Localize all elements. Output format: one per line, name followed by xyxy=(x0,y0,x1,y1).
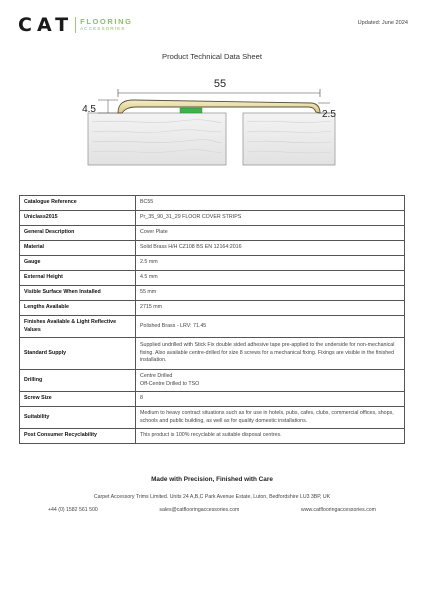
email-link[interactable]: sales@catflooringaccessories.com xyxy=(159,507,240,513)
spec-value: 55 mm xyxy=(136,286,405,301)
table-row xyxy=(20,316,405,338)
spec-label: External Height xyxy=(20,271,136,286)
phone-number[interactable]: +44 (0) 1582 561 500 xyxy=(48,507,98,513)
profile-diagram xyxy=(0,0,424,180)
spec-value: Solid Brass H/H CZ108 BS EN 12164:2016 xyxy=(136,241,405,256)
website-link[interactable]: www.catflooringaccessories.com xyxy=(301,507,376,513)
spec-label: Screw Size xyxy=(20,392,136,407)
table-row xyxy=(20,301,405,316)
spec-value: Supplied undrilled with Stick Fix double sided adhesive tape pre-applied to the underside for non-mechanical fixing. Also available centre-drilled for size 8 screws for a mechanical fixing. Fixings are visible in the finished installation. xyxy=(136,338,405,370)
spec-value: Centre Drilled xyxy=(140,372,173,379)
spec-value: Medium to heavy contract situations such as for use in hotels, pubs, cafes, clubs, commercial offices, shops, schools and public building, as well as for quality domestic installations. xyxy=(136,407,405,429)
table-row xyxy=(20,211,405,226)
company-address: Carpet Accessory Trims Limited. Units 24 A,B,C Park Avenue Estate, Luton, Bedfordshire LU3 3BP, UK xyxy=(93,494,331,500)
contact-row xyxy=(48,507,376,513)
gauge-dimension-label: 2.5 xyxy=(322,109,336,120)
spec-label: Lengths Available xyxy=(20,301,136,316)
brass-cover-plate xyxy=(118,100,320,113)
left-floor-board xyxy=(88,113,226,165)
spec-label: Gauge xyxy=(20,256,136,271)
table-row xyxy=(20,429,405,444)
spec-value: Pr_35_90_31_29 FLOOR COVER STRIPS xyxy=(136,211,405,226)
logo-wordmark: CAT xyxy=(18,14,74,36)
spec-table xyxy=(19,195,405,444)
spec-value-secondary: Off-Centre Drilled to TSO xyxy=(140,380,200,387)
document-title: Product Technical Data Sheet xyxy=(162,52,262,61)
spec-label: Catalogue Reference xyxy=(20,196,136,211)
spec-label: Drilling xyxy=(20,370,136,392)
right-floor-board xyxy=(243,113,335,165)
logo-line-1: FLOORING xyxy=(80,17,133,27)
logo-line-2: ACCESSORIES xyxy=(80,25,126,31)
spec-label: Suitability xyxy=(20,407,136,429)
spec-value: 8 xyxy=(136,392,405,407)
spec-label: Visible Surface When Installed xyxy=(20,286,136,301)
spec-value: 2715 mm xyxy=(136,301,405,316)
spec-label: Post Consumer Recyclability xyxy=(20,429,136,444)
footer-tagline: Made with Precision, Finished with Care xyxy=(151,476,273,483)
spec-value: Cover Plate xyxy=(136,226,405,241)
spec-label: Material xyxy=(20,241,136,256)
table-row xyxy=(20,286,405,301)
spec-label: General Description xyxy=(20,226,136,241)
table-row xyxy=(20,226,405,241)
table-row xyxy=(20,407,405,429)
spec-value: 2.5 mm xyxy=(136,256,405,271)
table-row xyxy=(20,271,405,286)
spec-value: This product is 100% recyclable at suitable disposal centres. xyxy=(136,429,405,444)
spec-value-group xyxy=(136,370,405,392)
spec-value: Polished Brass - LRV: 71.45 xyxy=(136,316,405,338)
spec-value: BC55 xyxy=(136,196,405,211)
table-row xyxy=(20,196,405,211)
spec-label: Standard Supply xyxy=(20,338,136,370)
table-row xyxy=(20,338,405,370)
table-row xyxy=(20,241,405,256)
table-row xyxy=(20,256,405,271)
table-row xyxy=(20,392,405,407)
table-row xyxy=(20,370,405,392)
adhesive-tape xyxy=(180,108,202,113)
width-dimension-label: 55 xyxy=(213,78,227,90)
height-dimension-label: 4.5 xyxy=(82,104,96,115)
updated-date: Updated: June 2024 xyxy=(357,20,408,26)
spec-label: Uniclass2015 xyxy=(20,211,136,226)
spec-value: 4.5 mm xyxy=(136,271,405,286)
spec-label: Finishes Available & Light Reflective Values xyxy=(20,316,136,338)
